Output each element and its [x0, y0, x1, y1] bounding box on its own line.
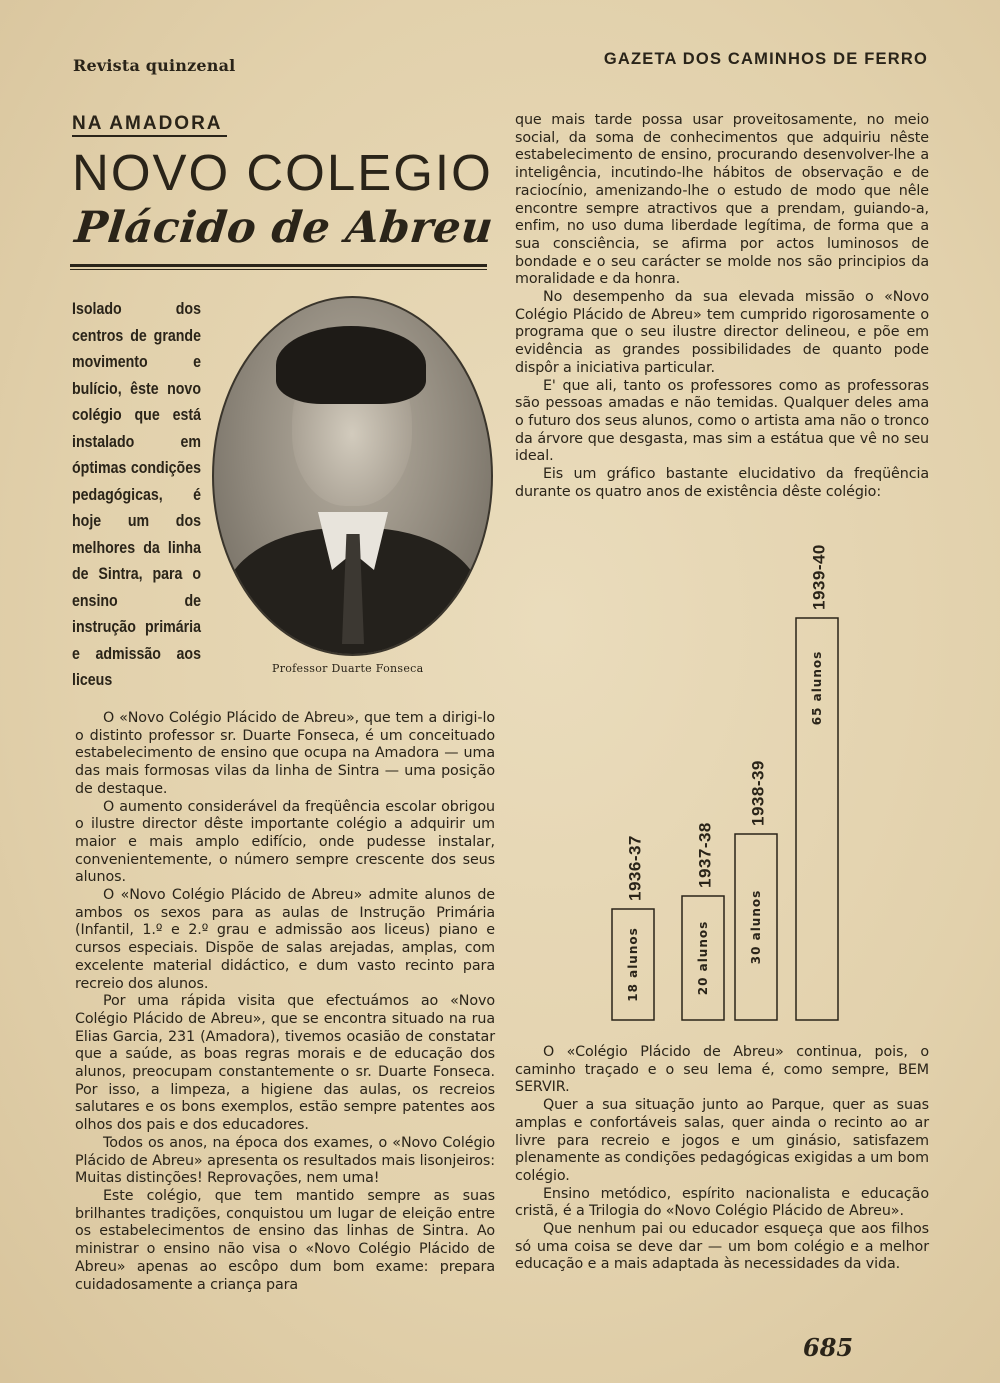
body-column-right-top — [515, 112, 929, 501]
paragraph: O «Novo Colégio Plácido de Abreu» admite alunos de ambos os sexos para as aulas de Instrução Primária (Infantil, 1.º e 2.º grau e admissão aos liceus) piano e cursos especiais. Dispõe de salas arejadas, amplas, com excelente material didáctico, e dum vasto recinto para recreio dos alunos. — [75, 887, 495, 992]
paragraph: O aumento considerável da freqüência escolar obrigou o ilustre director dêste importante colégio a adquirir um maior e mais amplo edifício, onde pudesse instalar, convenientemente, o número sempre crescente dos seus alunos. — [75, 798, 495, 886]
page-number: 685 — [803, 1333, 854, 1362]
paragraph: Por uma rápida visita que efectuámos ao «Novo Colégio Plácido de Abreu», que se encontra situado na rua Elias Garcia, 231 (Amadora), tivemos ocasião de constatar que a saúde, as boas regras morais e de educação dos alunos, preocupam constantemente o sr. Duarte Fonseca. Por isso, a limpeza, a higiene das aulas, os recreios salutares e os bons exemplos, estão sempre patentes aos olhos dos pais e dos educadores. — [75, 993, 495, 1134]
article-subtitle: Plácido de Abreu — [72, 203, 496, 253]
article-kicker: NA AMADORA — [72, 114, 227, 137]
bar-value-label: 30 alunos — [749, 889, 763, 965]
running-header-right: GAZETA DOS CAMINHOS DE FERRO — [603, 50, 928, 68]
category-label: 1936-37 — [625, 835, 645, 901]
paragraph: Que nenhum pai ou educador esqueça que aos filhos só uma coisa se deve dar — um bom colégio e a melhor educação e a mais adaptada às necessidades da vida. — [515, 1221, 929, 1273]
bar-value-label: 20 alunos — [696, 920, 710, 996]
category-label: 1938-39 — [748, 760, 768, 826]
paragraph: No desempenho da sua elevada missão o «Novo Colégio Plácido de Abreu» tem cumprido rigorosamente o programa que o seu ilustre director delineou, e põe em evidência as grandes possibilidades de quanto pode dispôr a iniciativa particular. — [515, 289, 929, 376]
lead-paragraph: Isolado dos centros de grande movimento e bulício, êste novo colégio que está instalado em óptimas condições pedagógicas, é hoje um dos melhores da linha de Sintra, para o ensino de instrução primária e admissão aos liceus — [72, 300, 201, 689]
paragraph: Eis um gráfico bastante elucidativo da freqüência durante os quatro anos de existência dêste colégio: — [515, 466, 929, 500]
body-column-right-bottom — [515, 1044, 929, 1274]
article-title: NOVO COLEGIO — [72, 144, 493, 201]
photo-caption: Professor Duarte Fonseca — [272, 662, 424, 675]
portrait-photo — [212, 296, 493, 656]
paragraph: E' que ali, tanto os professores como as professoras são pessoas amadas e não temidas. Qualquer deles ama o futuro dos seus alunos, como o artista ama não o tronco da árvore que desgasta, mas sim a estátua que vê no seu ideal. — [515, 377, 929, 465]
portrait-hair — [276, 326, 426, 404]
paragraph: Todos os anos, na época dos exames, o «Novo Colégio Plácido de Abreu» apresenta os resultados mais lisonjeiros: Muitas distinções! Reprovações, nem uma! — [75, 1134, 495, 1187]
paragraph: Quer a sua situação junto ao Parque, quer as suas amplas e confortáveis salas, quer ainda o recinto ao ar livre para recreio e jogos e um ginásio, satisfazem plenamente as condições pedagógicas exigidas a um bom colégio. — [515, 1097, 929, 1184]
paragraph: O «Colégio Plácido de Abreu» continua, pois, o caminho traçado e o seu lema é, como sempre, BEM SERVIR. — [515, 1044, 929, 1096]
bar-value-label: 65 alunos — [810, 650, 824, 726]
paragraph: O «Novo Colégio Plácido de Abreu», que tem a dirigi-lo o distinto professor sr. Duarte Fonseca, é um conceituado estabelecimento de ensino que ocupa na Amadora — uma das mais formosas vilas da linha de Sintra — uma posição de destaque. — [75, 710, 495, 797]
paragraph: Ensino metódico, espírito nacionalista e educação cristã, é a Trilogia do «Novo Colégio Plácido de Abreu». — [515, 1185, 929, 1220]
category-label: 1937-38 — [695, 822, 715, 888]
title-rule — [70, 264, 487, 270]
bar-value-label: 18 alunos — [626, 927, 640, 1002]
running-header-left: Revista quinzenal — [73, 56, 236, 75]
paragraph: Este colégio, que tem mantido sempre as suas brilhantes tradições, conquistou um lugar de eleição entre os estabelecimentos de ensino das linhas de Sintra. Ao ministrar o ensino não visa o «Novo Colégio Plácido de Abreu» apenas ao escôpo dum bom exame: prepara cuidadosamente a criança para — [75, 1187, 495, 1293]
enrollment-bar-chart — [520, 520, 930, 1040]
body-column-left — [75, 710, 495, 1294]
paragraph: que mais tarde possa usar proveitosamente, no meio social, da soma de conhecimentos que adquiriu nêste estabelecimento de ensino, procurando desenvolver-lhe a inteligência, incutindo-lhe hábitos de observação e de raciocínio, amenizando-lhe o estudo de modo que nêle encontre sempre atractivos que a prendam, guiando-a, enfim, no uso duma liberdade legítima, de forma que a sua consciência, se afirma por actos luminosos de bondade e o seu carácter se molde nos são principios da moralidade e da honra. — [515, 112, 929, 288]
category-label: 1939-40 — [809, 544, 829, 610]
